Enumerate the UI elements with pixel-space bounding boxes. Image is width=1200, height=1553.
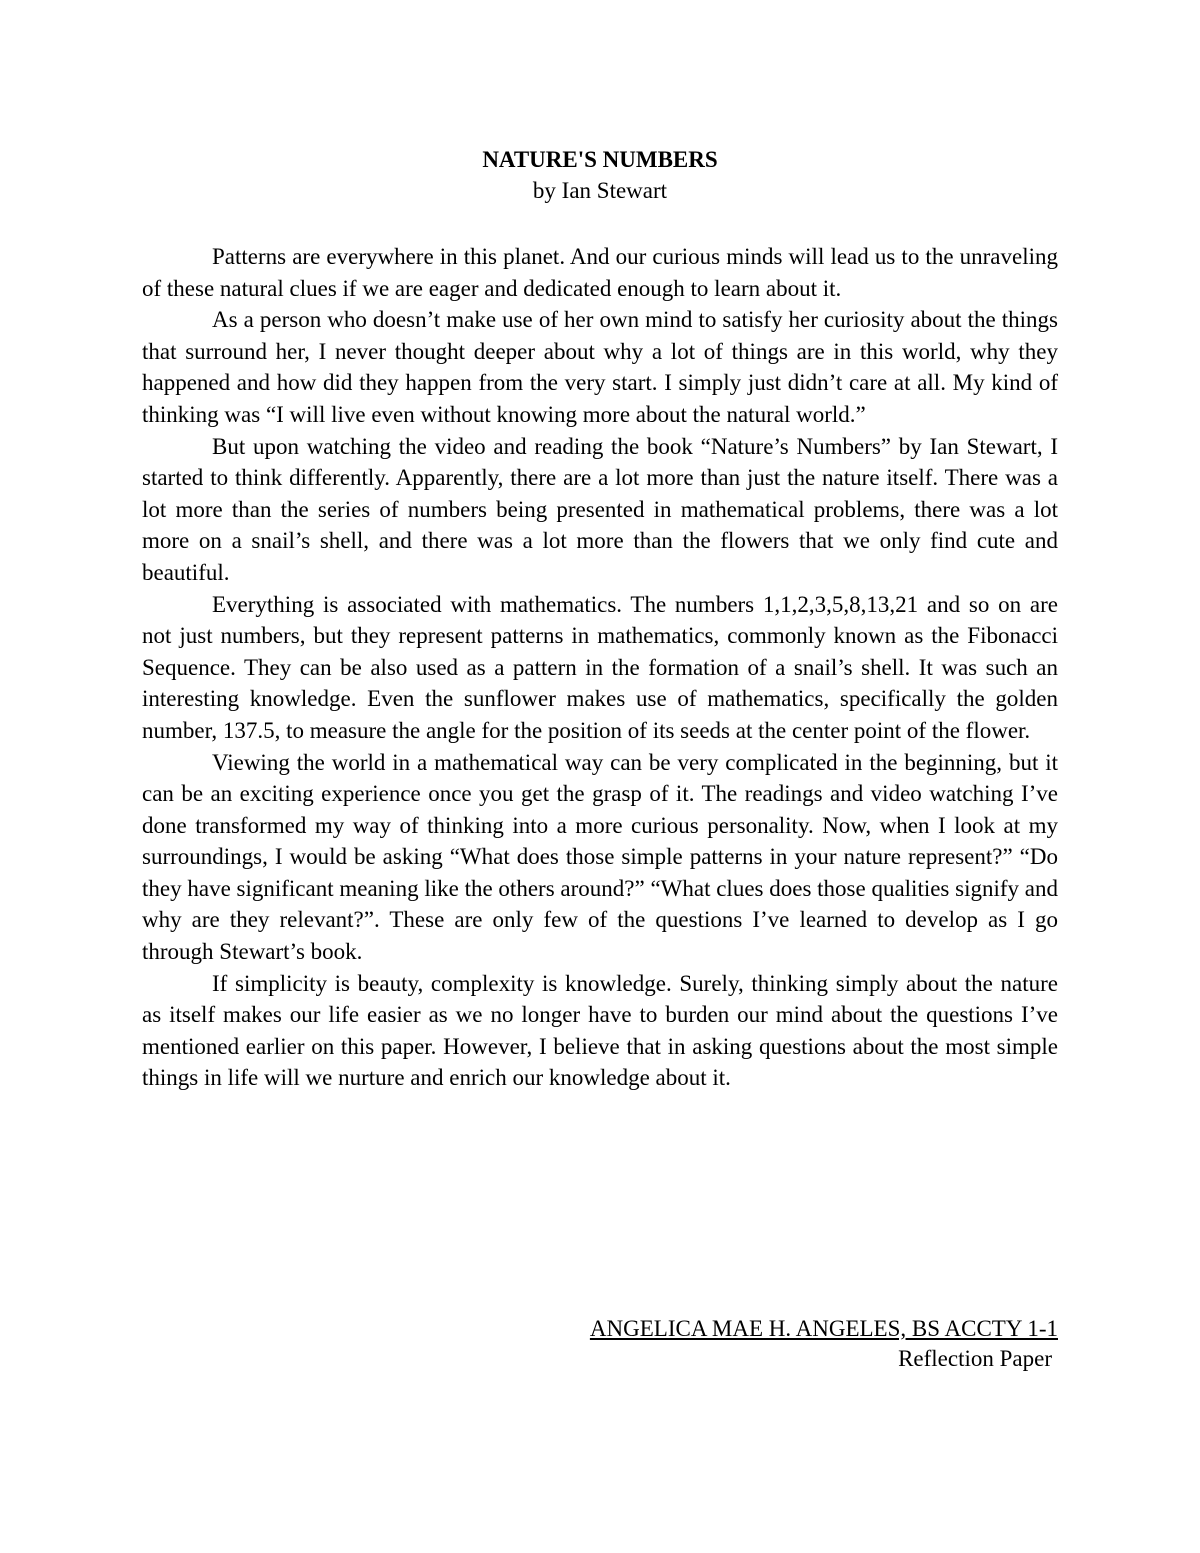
document-author: by Ian Stewart: [532, 178, 668, 203]
signature-role: Reflection Paper: [898, 1346, 1052, 1371]
paragraph: If simplicity is beauty, complexity is knowledge. Surely, thinking simply about the nature as itself makes our life easier as we no longer have to burden our mind about the questions I’ve mentioned earlier on this paper. However, I believe that in asking questions about the most simple things in life will we nurture and enrich our knowledge about it.: [142, 970, 1058, 1091]
paragraph: Patterns are everywhere in this planet. And our curious minds will lead us to the unraveling of these natural clues if we are eager and dedicated enough to learn about it.: [142, 244, 1058, 301]
paragraph: But upon watching the video and reading the book “Nature’s Numbers” by Ian Stewart, I started to think differently. Apparently, there are a lot more than just the nature itself. There was a lot more than the series of numbers being presented in mathematical problems, there was a lot more on a snail’s shell, and there was a lot more than the flowers that we only find cute and beautiful.: [142, 433, 1058, 585]
document-title: NATURE'S NUMBERS: [482, 147, 718, 172]
signature-name: ANGELICA MAE H. ANGELES, BS ACCTY 1-1: [589, 1316, 1058, 1341]
paragraph: As a person who doesn’t make use of her own mind to satisfy her curiosity about the things that surround her, I never thought deeper about why a lot of things are in this world, why they happened and how did they happen from the very start. I simply just didn’t care at all. My kind of thinking was “I will live even without knowing more about the natural world.”: [142, 307, 1058, 427]
paragraph: Viewing the world in a mathematical way can be very complicated in the beginning, but it can be an exciting experience once you get the grasp of it. The readings and video watching I’ve done transformed my way of thinking into a more curious personality. Now, when I look at my surroundings, I would be asking “What does those simple patterns in your nature represent?” “Do they have significant meaning like the others around?” “What clues does those qualities signify and why are they relevant?”. These are only few of the questions I’ve learned to develop as I go through Stewart’s book.: [142, 749, 1058, 965]
paragraph: Everything is associated with mathematics. The numbers 1,1,2,3,5,8,13,21 and so on are not just numbers, but they represent patterns in mathematics, commonly known as the Fibonacci Sequence. They can be also used as a pattern in the formation of a snail’s shell. It was such an interesting knowledge. Even the sunflower makes use of mathematics, specifically the golden number, 137.5, to measure the angle for the position of its seeds at the center point of the flower.: [142, 591, 1058, 743]
signature-block: [142, 1314, 1058, 1374]
document-body: [142, 241, 1058, 1094]
